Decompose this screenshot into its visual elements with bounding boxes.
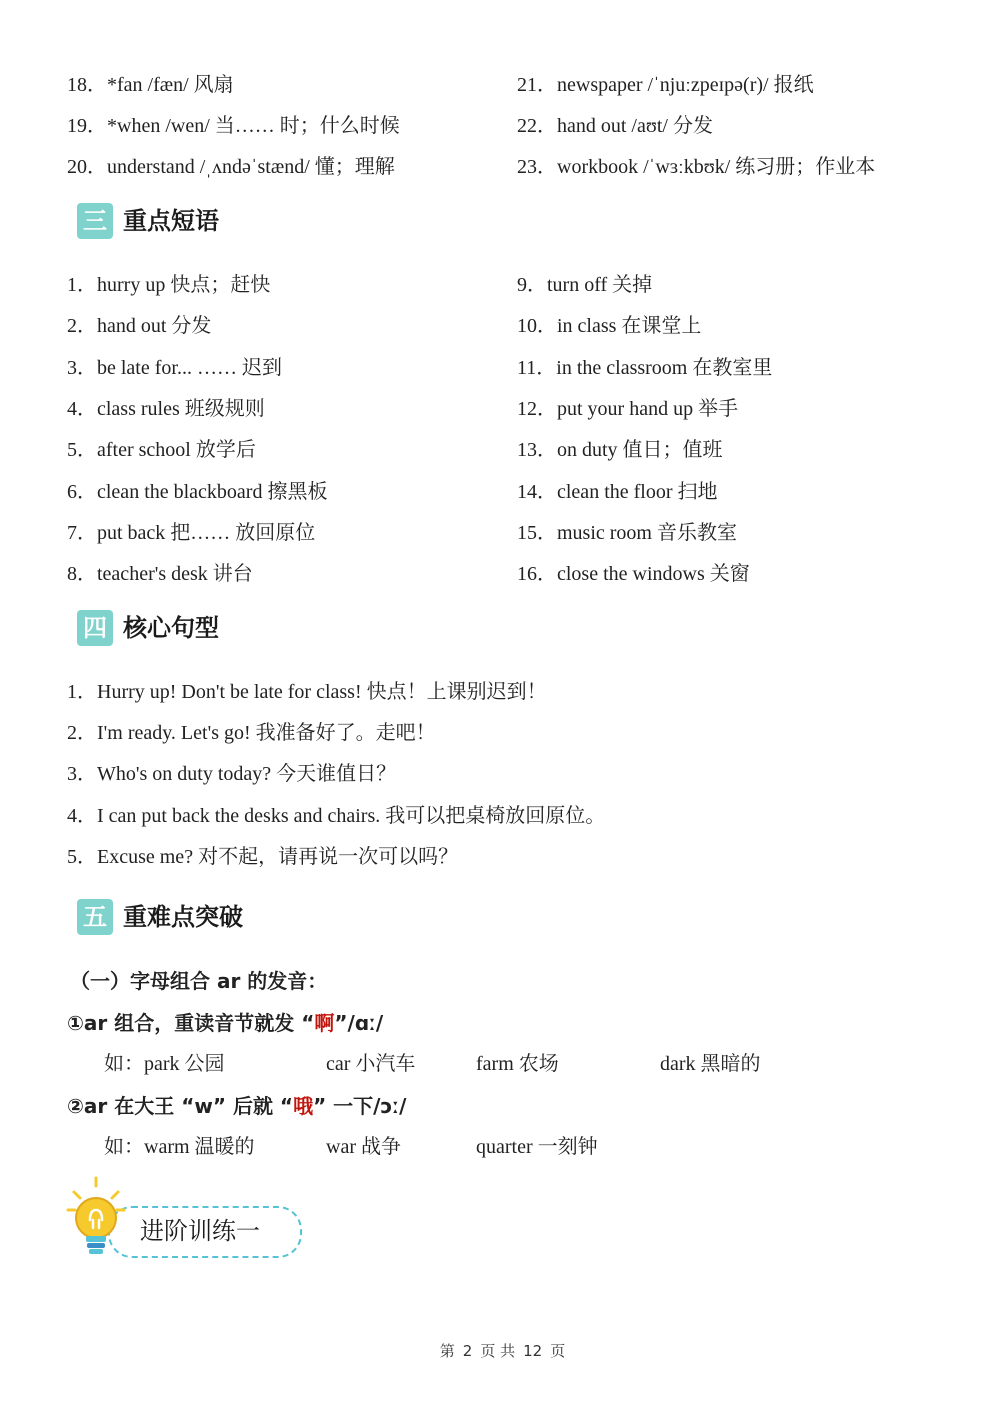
- item-number: 5．: [67, 846, 97, 868]
- item-number: 16．: [517, 563, 557, 585]
- item-text: clean the blackboard 擦黑板: [97, 481, 328, 503]
- example-word: 如：warm 温暖的: [104, 1136, 255, 1158]
- rule-suffix: ”/ɑː/: [334, 1011, 384, 1035]
- example-word: dark 黑暗的: [660, 1053, 761, 1075]
- section-number: 三: [83, 207, 107, 235]
- item-number: 20．: [67, 156, 107, 178]
- sentence-item: [67, 679, 547, 705]
- item-number: 4．: [67, 805, 97, 827]
- item-text: turn off 关掉: [547, 274, 653, 296]
- section-title: 重点短语: [123, 207, 219, 235]
- item-number: 4．: [67, 398, 97, 420]
- item-number: 23．: [517, 156, 557, 178]
- item-text: understand /ˌʌndəˈstænd/ 懂；理解: [107, 156, 395, 178]
- phrase-item: [67, 520, 315, 546]
- rule-prefix: ②ar 在大王 “w” 后就 “: [67, 1094, 294, 1118]
- item-number: 10．: [517, 315, 557, 337]
- item-text: class rules 班级规则: [97, 398, 265, 420]
- section-number: 五: [83, 903, 107, 931]
- sentence-item: [67, 761, 396, 787]
- item-text: after school 放学后: [97, 439, 256, 461]
- vocab-item: [517, 154, 875, 180]
- pronunciation-rule-2: [67, 1093, 406, 1119]
- example-word: 如：park 公园: [104, 1053, 225, 1075]
- item-text: *when /wen/ 当…… 时；什么时候: [107, 115, 400, 137]
- vocab-item: [517, 113, 713, 139]
- phrase-item: [517, 561, 750, 587]
- rule-prefix: ①ar 组合，重读音节就发 “: [67, 1011, 315, 1035]
- item-text: music room 音乐教室: [557, 522, 737, 544]
- item-number: 8．: [67, 563, 97, 585]
- item-number: 13．: [517, 439, 557, 461]
- item-text: be late for... …… 迟到: [97, 357, 282, 379]
- page-footer: [0, 1340, 1005, 1362]
- item-text: in class 在课堂上: [557, 315, 702, 337]
- rule-highlight: 哦: [293, 1094, 314, 1118]
- training-banner: [66, 1176, 306, 1260]
- item-text: Excuse me? 对不起，请再说一次可以吗？: [97, 846, 459, 868]
- phrase-item: [517, 479, 718, 505]
- phrase-item: [517, 396, 738, 422]
- item-number: 22．: [517, 115, 557, 137]
- item-text: put back 把…… 放回原位: [97, 522, 316, 544]
- section-number: 四: [83, 614, 107, 642]
- phrase-item: [67, 313, 211, 339]
- page-number: 2: [462, 1342, 473, 1360]
- sentence-item: [67, 844, 458, 870]
- phrase-item: [67, 561, 253, 587]
- phrase-item: [67, 355, 282, 381]
- phrase-item: [517, 313, 701, 339]
- item-number: 2．: [67, 722, 97, 744]
- item-text: hand out 分发: [97, 315, 212, 337]
- item-number: 7．: [67, 522, 97, 544]
- footer-pre: 第: [439, 1342, 455, 1360]
- item-number: 6．: [67, 481, 97, 503]
- example-word: quarter 一刻钟: [476, 1136, 598, 1158]
- vocab-item: [67, 72, 234, 98]
- phrase-item: [517, 272, 652, 298]
- phrase-item: [517, 520, 737, 546]
- total-pages: 12: [523, 1342, 543, 1360]
- item-number: 2．: [67, 315, 97, 337]
- item-number: 12．: [517, 398, 557, 420]
- pronunciation-rule-1: [67, 1010, 383, 1036]
- rule-suffix: ” 一下/ɔː/: [313, 1094, 407, 1118]
- footer-post: 页: [550, 1342, 566, 1360]
- item-text: teacher's desk 讲台: [97, 563, 253, 585]
- item-number: 18．: [67, 74, 107, 96]
- item-number: 3．: [67, 357, 97, 379]
- item-text: workbook /ˈwɜːkbʊk/ 练习册；作业本: [557, 156, 876, 178]
- item-number: 19．: [67, 115, 107, 137]
- item-text: hurry up 快点；赶快: [97, 274, 271, 296]
- item-text: in the classroom 在教室里: [556, 357, 773, 379]
- rule-highlight: 啊: [314, 1011, 335, 1035]
- phrase-item: [67, 396, 265, 422]
- training-title: 进阶训练一: [140, 1217, 260, 1245]
- item-number: 15．: [517, 522, 557, 544]
- phrase-item: [517, 437, 723, 463]
- item-text: I'm ready. Let's go! 我准备好了。走吧！: [97, 722, 436, 744]
- item-number: 1．: [67, 681, 97, 703]
- item-text: clean the floor 扫地: [557, 481, 718, 503]
- phrase-item: [517, 355, 772, 381]
- item-text: Hurry up! Don't be late for class! 快点！上课别迟到！: [97, 681, 547, 703]
- example-word: car 小汽车: [326, 1053, 416, 1075]
- vocab-item: [517, 72, 814, 98]
- subheading: （一）字母组合 ar 的发音：: [70, 969, 328, 993]
- item-text: *fan /fæn/ 风扇: [107, 74, 234, 96]
- item-number: 14．: [517, 481, 557, 503]
- item-number: 1．: [67, 274, 97, 296]
- section-title: 核心句型: [123, 614, 219, 642]
- item-text: close the windows 关窗: [557, 563, 750, 585]
- item-number: 21．: [517, 74, 557, 96]
- sentence-item: [67, 720, 436, 746]
- item-text: Who's on duty today? 今天谁值日？: [97, 763, 397, 785]
- vocab-item: [67, 113, 400, 139]
- phrase-item: [67, 437, 256, 463]
- item-number: 3．: [67, 763, 97, 785]
- vocab-item: [67, 154, 395, 180]
- item-text: hand out /aʊt/ 分发: [557, 115, 713, 137]
- example-word: farm 农场: [476, 1053, 559, 1075]
- example-word: war 战争: [326, 1136, 401, 1158]
- item-text: on duty 值日；值班: [557, 439, 723, 461]
- phrase-item: [67, 479, 327, 505]
- lightbulb-icon: [66, 1176, 136, 1260]
- item-text: newspaper /ˈnjuːzpeɪpə(r)/ 报纸: [557, 74, 814, 96]
- item-number: 5．: [67, 439, 97, 461]
- item-text: I can put back the desks and chairs. 我可以把桌椅放回原位。: [97, 805, 606, 827]
- item-number: 9．: [517, 274, 547, 296]
- item-number: 11．: [517, 357, 557, 379]
- footer-mid: 页 共: [480, 1342, 516, 1360]
- section-title: 重难点突破: [123, 903, 243, 931]
- phrase-item: [67, 272, 270, 298]
- item-text: put your hand up 举手: [557, 398, 739, 420]
- sentence-item: [67, 803, 605, 829]
